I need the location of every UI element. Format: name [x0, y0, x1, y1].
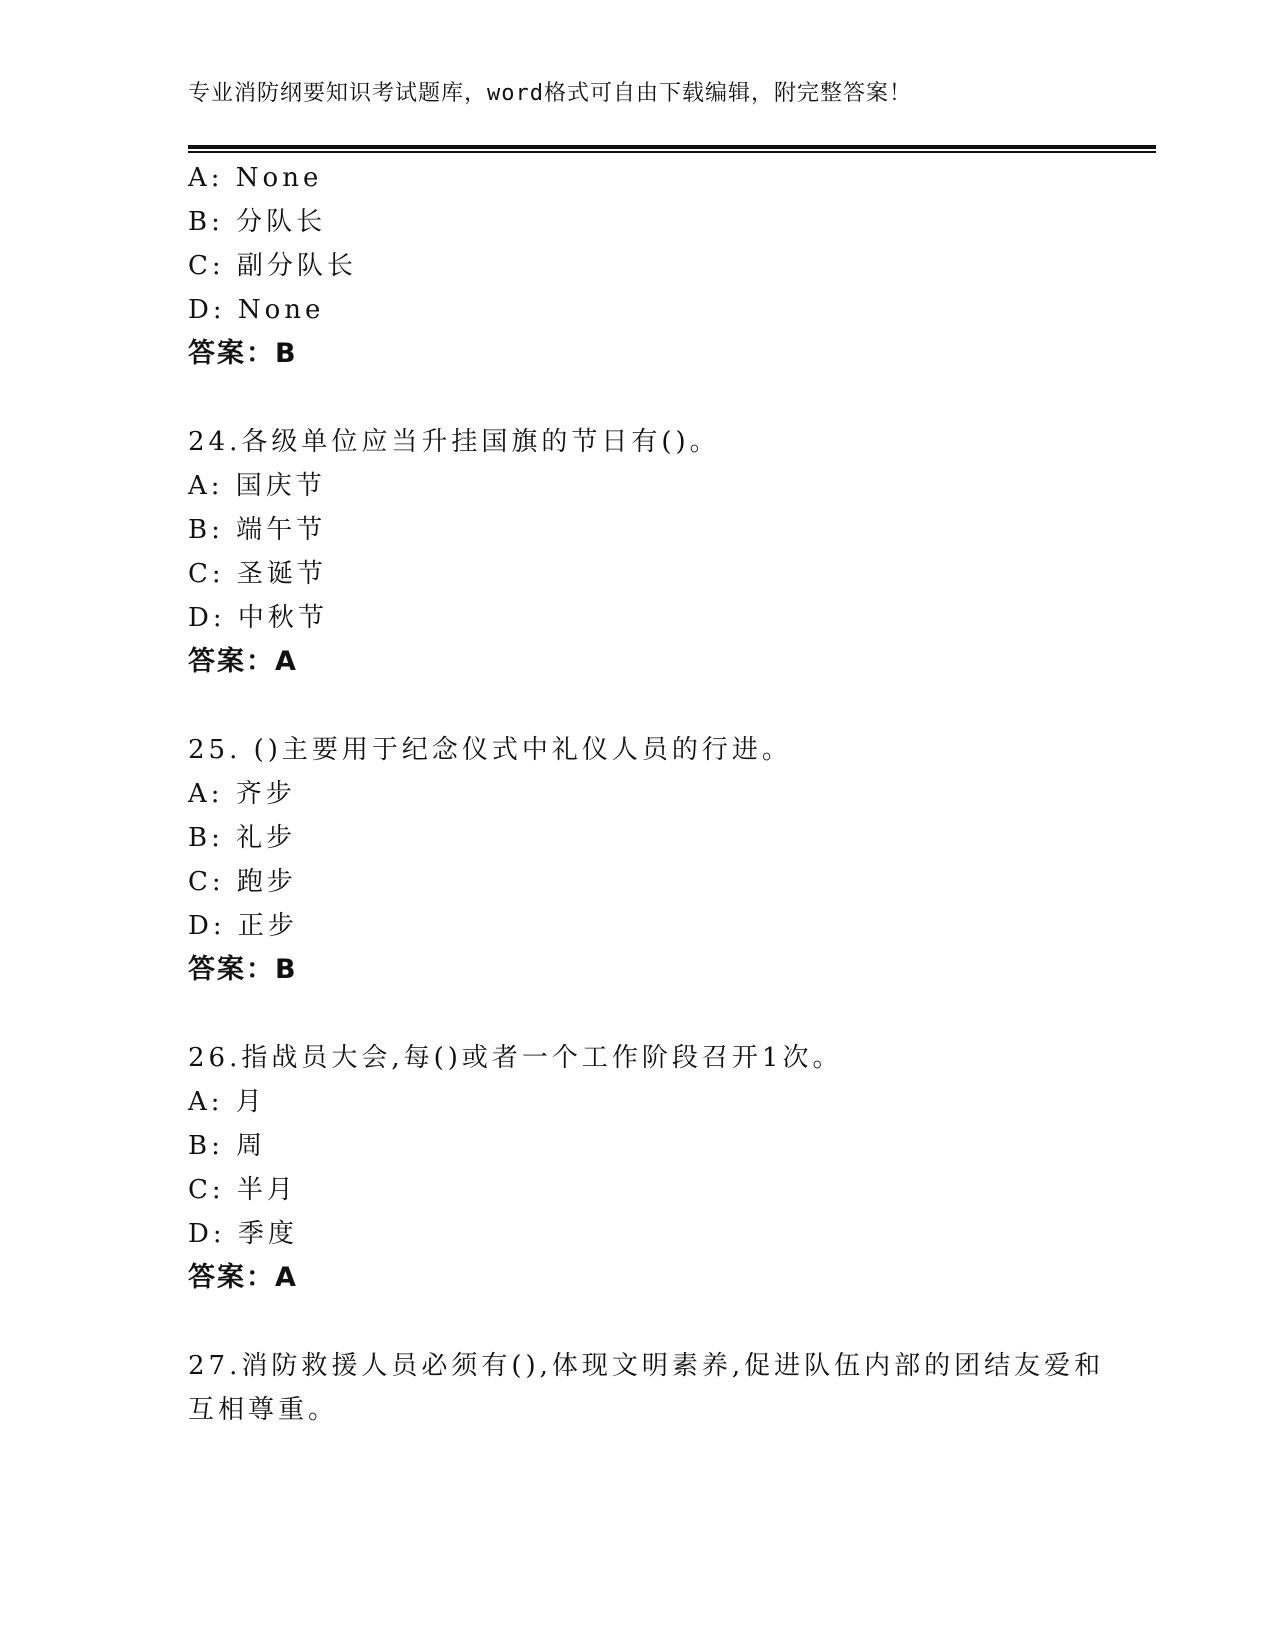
- header-rule-thin: [188, 151, 1156, 153]
- q25-option-d: D: 正步: [188, 911, 298, 941]
- q23-option-c: C: 副分队长: [188, 251, 357, 281]
- q25-option-c: C: 跑步: [188, 867, 297, 897]
- q26-option-b: B: 周: [188, 1131, 267, 1161]
- q26-option-d: D: 季度: [188, 1219, 298, 1249]
- q25-option-a: A: 齐步: [188, 779, 296, 809]
- q26-option-c: C: 半月: [188, 1175, 297, 1205]
- q25-question: 25. ()主要用于纪念仪式中礼仪人员的行进。: [188, 735, 792, 765]
- q25-option-b: B: 礼步: [188, 823, 297, 853]
- q24-question: 24.各级单位应当升挂国旗的节日有()。: [188, 427, 720, 457]
- header-rule-thick: [188, 145, 1156, 149]
- q24-option-c: C: 圣诞节: [188, 559, 327, 589]
- q24-answer: 答案：A: [188, 646, 298, 677]
- page-header: 专业消防纲要知识考试题库，word格式可自由下载编辑，附完整答案！: [188, 81, 912, 106]
- q26-question: 26.指战员大会,每()或者一个工作阶段召开1次。: [188, 1043, 843, 1073]
- q27-question-line-1: 27.消防救援人员必须有(),体现文明素养,促进队伍内部的团结友爱和: [188, 1351, 1105, 1381]
- q24-option-b: B: 端午节: [188, 515, 327, 545]
- q23-option-a: A: None: [188, 163, 323, 193]
- q23-option-d: D: None: [188, 295, 325, 325]
- q23-answer: 答案：B: [188, 338, 298, 369]
- q27-question-line-2: 互相尊重。: [188, 1395, 339, 1425]
- q26-answer: 答案：A: [188, 1262, 298, 1293]
- q24-option-d: D: 中秋节: [188, 603, 328, 633]
- q24-option-a: A: 国庆节: [188, 471, 326, 501]
- q23-option-b: B: 分队长: [188, 207, 327, 237]
- q25-answer: 答案：B: [188, 954, 298, 985]
- q26-option-a: A: 月: [188, 1087, 266, 1117]
